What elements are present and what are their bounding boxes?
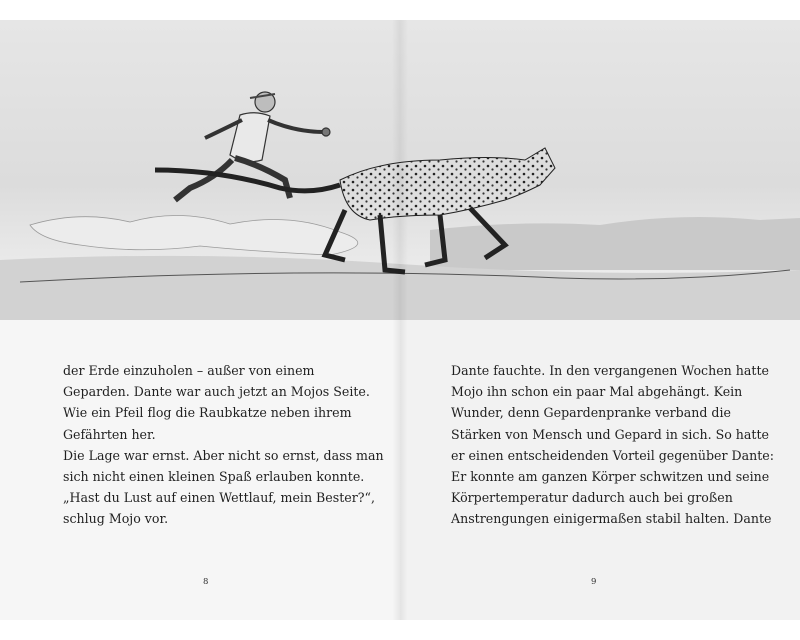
book-spread	[0, 20, 800, 620]
left-page-text	[63, 360, 384, 530]
text-line: Er konnte am ganzen Körper schwitzen und seine	[451, 469, 770, 485]
text-line: Anstrengungen einigermaßen stabil halten. Dante	[451, 511, 772, 527]
text-line: Gefährten her.	[63, 426, 156, 442]
page-number-right: 9	[591, 577, 597, 587]
text-line: der Erde einzuholen – außer von einem	[63, 363, 315, 378]
text-line: schlug Mojo vor.	[63, 511, 169, 527]
text-line: Die Lage war ernst. Aber nicht so ernst, dass man	[63, 447, 384, 463]
text-line: sich nicht einen kleinen Spaß erlauben konnte.	[63, 469, 365, 485]
text-line: Wie ein Pfeil flog die Raubkatze neben ihrem	[63, 405, 352, 421]
text-line: Wunder, denn Gepardenpranke verband die	[451, 405, 731, 421]
page-number-left: 8	[203, 577, 209, 587]
text-line: er einen entscheidenden Vorteil gegenüber Dante:	[451, 447, 774, 463]
text-line: Dante fauchte. In den vergangenen Wochen hatte	[451, 363, 769, 378]
right-page-text	[451, 360, 774, 530]
text-line: Mojo ihn schon ein paar Mal abgehängt. Kein	[451, 384, 743, 400]
text-line: Körpertemperatur dadurch auch bei großen	[451, 490, 733, 506]
book-gutter-shadow	[392, 20, 408, 620]
text-line: „Hast du Lust auf einen Wettlauf, mein Bester?“,	[63, 490, 375, 506]
text-line: Stärken von Mensch und Gepard in sich. So hatte	[451, 426, 769, 442]
text-line: Geparden. Dante war auch jetzt an Mojos Seite.	[63, 384, 370, 400]
